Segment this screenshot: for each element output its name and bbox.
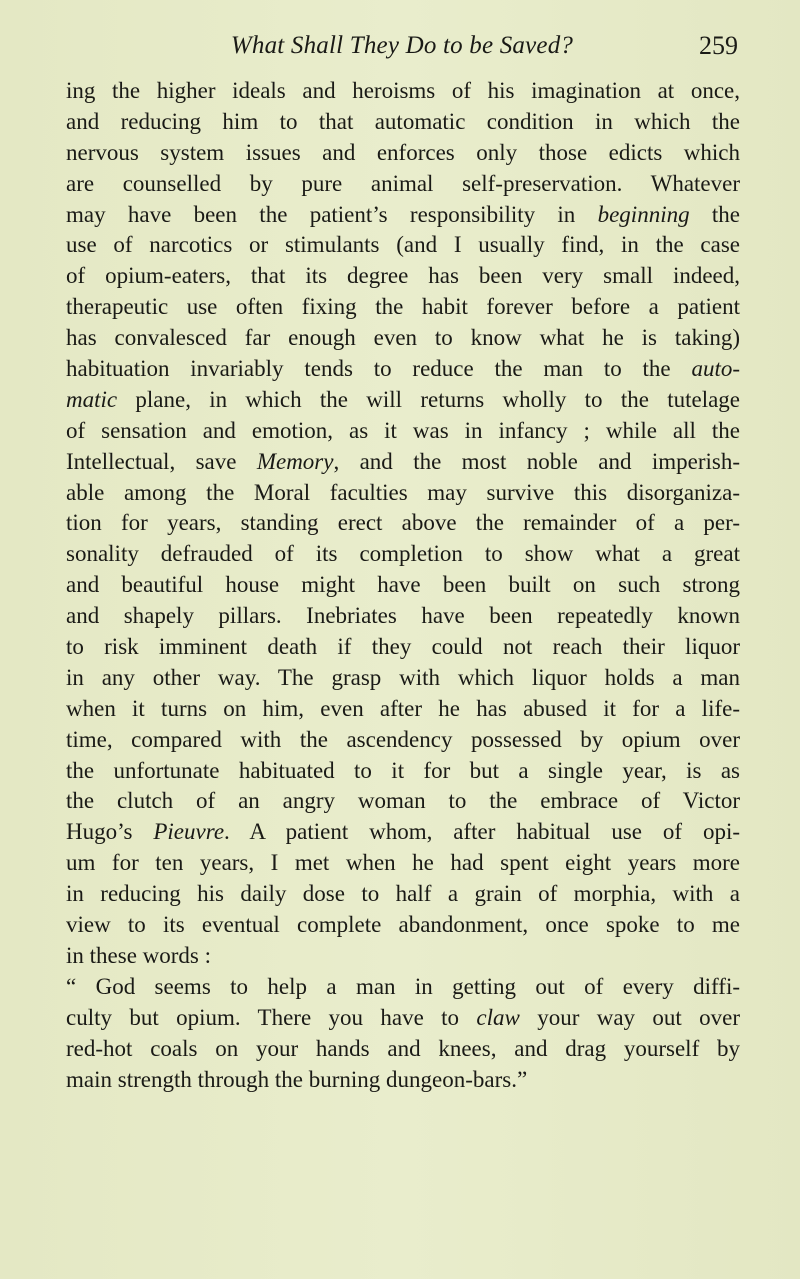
text-run: nervous system issues and enforces only those edicts which: [66, 139, 740, 165]
text-run: . A patient whom, after habitual use of opi-: [224, 819, 740, 845]
italic-text-run: claw: [476, 1004, 520, 1030]
italic-text-run: Memory: [256, 448, 334, 474]
text-run: able among the Moral faculties may survive this disorganiza-: [66, 479, 740, 505]
text-line: [66, 632, 740, 663]
text-run: , and the most noble and imperish-: [333, 448, 740, 474]
text-run: the unfortunate habituated to it for but a single year, is as: [66, 757, 740, 783]
text-run: in these words :: [66, 942, 212, 968]
text-line: [66, 725, 740, 756]
text-line: [66, 756, 740, 787]
italic-text-run: matic: [66, 386, 118, 412]
text-run: the: [689, 201, 740, 227]
text-line: [66, 385, 740, 416]
text-line: [66, 323, 740, 354]
text-run: ing the higher ideals and heroisms of his imagination at once,: [66, 78, 740, 103]
text-run: when it turns on him, even after he has abused it for a life-: [66, 695, 740, 721]
text-run: view to its eventual complete abandonment, once spoke to me: [66, 912, 740, 938]
text-run: and shapely pillars. Inebriates have been repeatedly known: [66, 603, 740, 629]
text-run: to risk imminent death if they could not reach their liquor: [66, 634, 740, 660]
italic-text-run: beginning: [597, 201, 690, 227]
text-run: in any other way. The grasp with which liquor holds a man: [66, 664, 740, 690]
text-run: of opium-eaters, that its degree has been very small indeed,: [66, 263, 740, 289]
text-line: [66, 1003, 740, 1034]
text-line: [66, 200, 740, 231]
text-run: um for ten years, I met when he had spent eight years more: [66, 850, 740, 876]
text-line: [66, 539, 740, 570]
text-line: [66, 76, 740, 107]
text-line: [66, 694, 740, 725]
text-run: sonality defrauded of its completion to show what a great: [66, 541, 740, 567]
text-line: [66, 292, 740, 323]
text-run: may have been the patient’s responsibility in: [66, 201, 598, 227]
text-run: culty but opium. There you have to: [66, 1004, 477, 1030]
text-line: [66, 169, 740, 200]
text-line: [66, 941, 740, 972]
text-run: red-hot coals on your hands and knees, and drag yourself by: [66, 1035, 740, 1061]
text-line: [66, 1034, 740, 1065]
text-line: [66, 910, 740, 941]
text-line: [66, 972, 740, 1003]
text-line: [66, 261, 740, 292]
page-header: [66, 26, 738, 66]
text-line: [66, 354, 740, 385]
text-line: [66, 107, 740, 138]
text-run: use of narcotics or stimulants (and I usually find, in the case: [66, 232, 740, 258]
text-run: are counselled by pure animal self-preservation. Whatever: [66, 170, 740, 196]
text-line: [66, 447, 740, 478]
text-line: [66, 817, 740, 848]
text-line: [66, 601, 740, 632]
text-run: therapeutic use often fixing the habit forever before a patient: [66, 294, 740, 320]
text-run: and reducing him to that automatic condition in which the: [66, 108, 740, 134]
text-line: [66, 416, 740, 447]
text-run: Intellectual, save: [66, 448, 257, 474]
body-text: [66, 76, 740, 1095]
text-run: and beautiful house might have been built on such strong: [66, 572, 740, 598]
text-run: tion for years, standing erect above the remainder of a per-: [66, 510, 740, 536]
text-run: in reducing his daily dose to half a grain of morphia, with a: [66, 881, 740, 907]
text-line: [66, 230, 740, 261]
text-run: “ God seems to help a man in getting out of every diffi-: [66, 973, 740, 999]
text-line: [66, 138, 740, 169]
italic-text-run: Pieuvre: [153, 819, 225, 845]
text-line: [66, 478, 740, 509]
text-line: [66, 570, 740, 601]
text-line: [66, 786, 740, 817]
text-line: [66, 663, 740, 694]
text-run: Hugo’s: [66, 819, 154, 845]
italic-text-run: auto-: [691, 356, 740, 382]
text-run: has convalesced far enough even to know what he is taking): [66, 325, 740, 351]
text-run: plane, in which the will returns wholly to the tutelage: [117, 386, 740, 412]
text-line: [66, 1065, 740, 1096]
text-line: [66, 508, 740, 539]
running-title: What Shall They Do to be Saved?: [230, 32, 574, 59]
page-number: 259: [699, 31, 738, 60]
text-run: main strength through the burning dungeon-bars.”: [66, 1066, 528, 1092]
text-run: habituation invariably tends to reduce the man to the: [66, 356, 692, 382]
text-line: [66, 848, 740, 879]
text-run: time, compared with the ascendency possessed by opium over: [66, 726, 740, 752]
text-run: the clutch of an angry woman to the embrace of Victor: [66, 788, 740, 814]
text-line: [66, 879, 740, 910]
text-run: of sensation and emotion, as it was in infancy ; while all the: [66, 417, 740, 443]
text-run: your way out over: [519, 1004, 740, 1030]
